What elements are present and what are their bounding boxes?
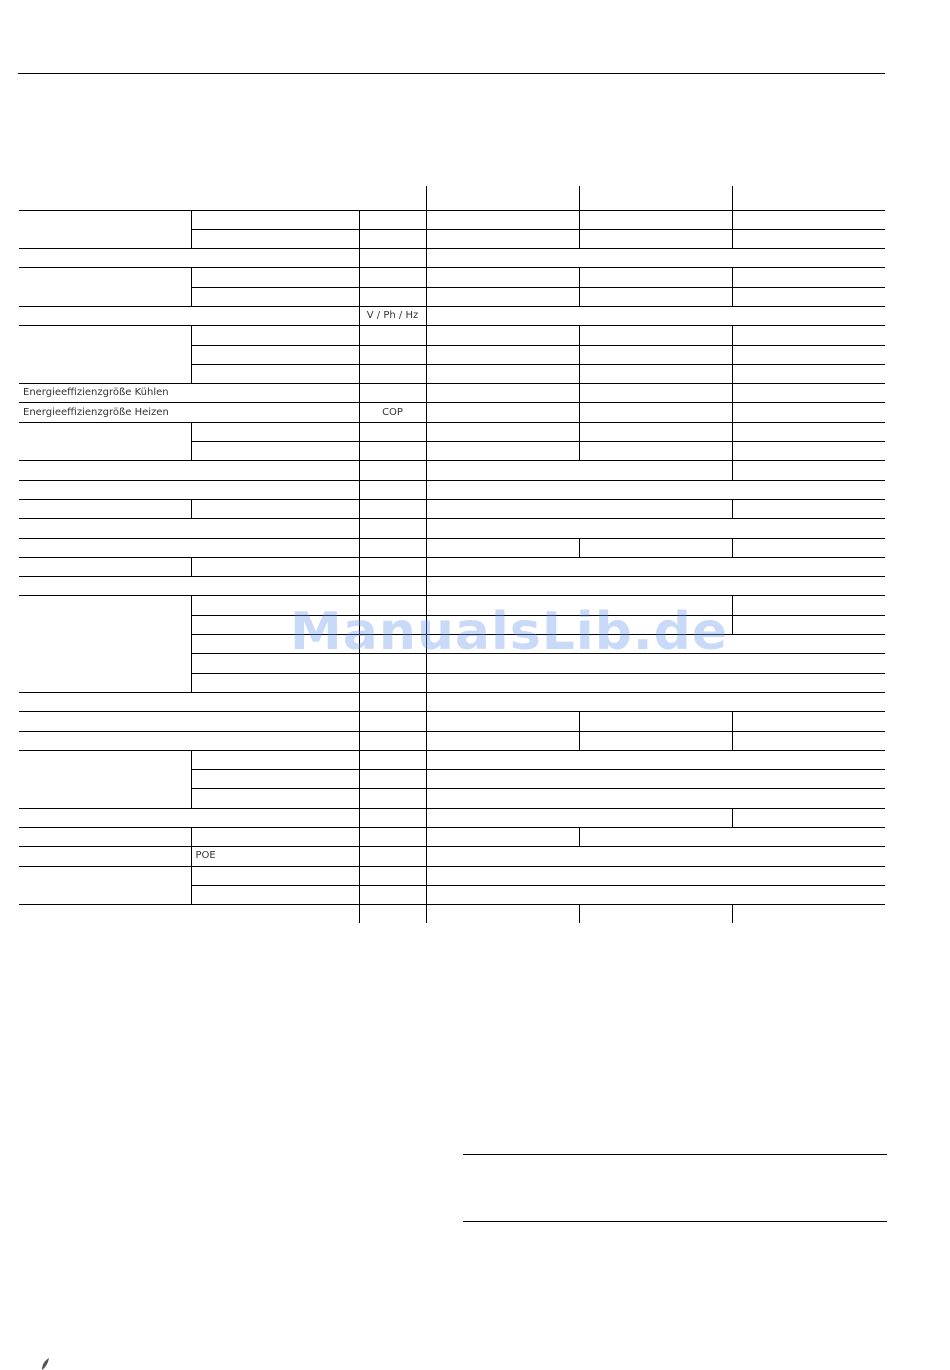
table-row [19,731,885,750]
cooling-efficiency-label: Energieeffizienzgröße Kühlen [19,384,359,403]
table-row [19,557,885,576]
table-row [19,480,885,499]
leaf-icon [41,1358,49,1370]
table-row [19,905,885,924]
heating-efficiency-label: Energieeffizienzgröße Heizen [19,403,359,422]
table-row [19,268,885,287]
table-row [19,519,885,538]
table-row [19,750,885,769]
table-row [19,326,885,345]
table-row [19,461,885,480]
top-rule [18,73,885,74]
table-row [19,499,885,518]
table-header-row [19,186,885,210]
table-row [19,384,885,403]
table-row [19,403,885,422]
table-row [19,847,885,866]
table-row [19,808,885,827]
table-row [19,422,885,441]
table-row [19,866,885,885]
watermark-text: ManualsLib.de [290,602,729,662]
table-row [19,828,885,847]
oil-type-cell: POE [191,847,359,866]
table-row [19,249,885,268]
table-row [19,712,885,731]
unit-voltage-cell: V / Ph / Hz [359,306,426,325]
table-row [19,538,885,557]
table-row [19,306,885,325]
footnote-rule-top [463,1154,887,1155]
unit-cop-cell: COP [359,403,426,422]
footnote-rule-bottom [463,1221,887,1222]
specification-table [19,186,885,923]
table-row [19,210,885,229]
table-row [19,692,885,711]
table-row [19,577,885,596]
